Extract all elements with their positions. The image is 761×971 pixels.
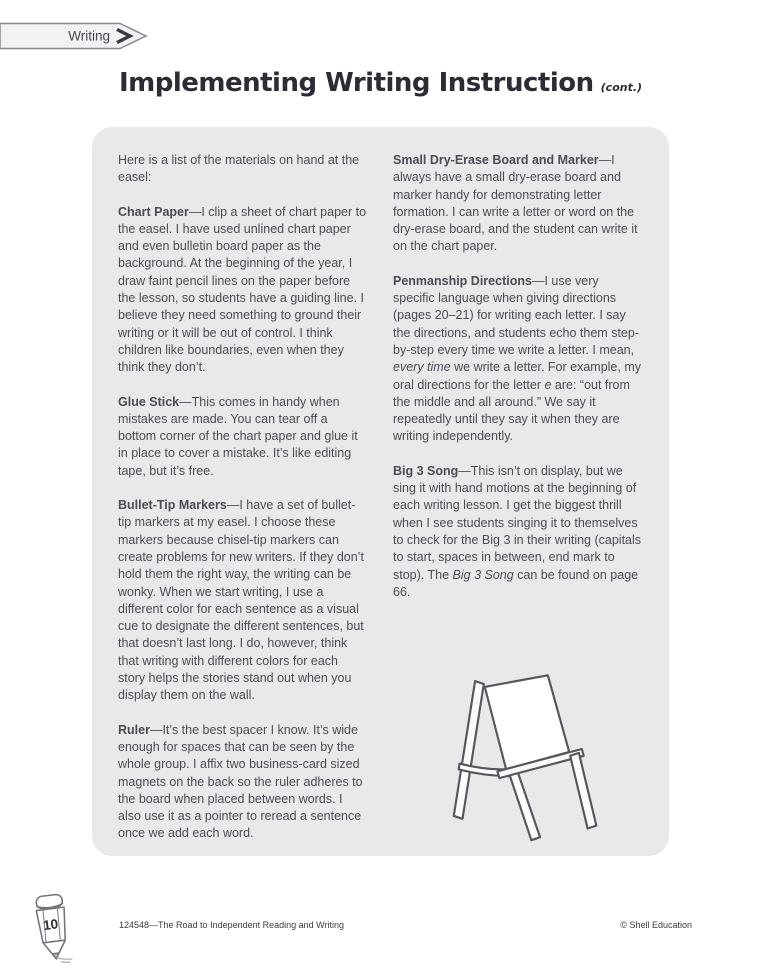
term-label: Glue Stick: [118, 394, 180, 409]
tab-label: Writing: [68, 28, 110, 44]
easel-illustration: [445, 652, 641, 846]
pencil-page-number-icon: [24, 891, 82, 965]
term-label: Penmanship Directions: [393, 273, 532, 288]
paragraph: [393, 463, 643, 601]
paragraph: [393, 273, 643, 446]
paragraph: [393, 152, 643, 256]
body-text: —It’s the best spacer I know. It’s wide enough for spaces that can be seen by the whole group. I affix two business-card sized magnets on the back so the ruler adheres to the board when placed between words. I also use it as a pointer to reread a sentence once we add each word.: [118, 722, 363, 841]
footer-publisher: © Shell Education: [620, 920, 692, 930]
term-label: Bullet-Tip Markers: [118, 498, 227, 513]
left-column: [118, 152, 368, 860]
body-text: —I have a set of bullet-tip markers at my easel. I choose these markers because chisel-tip markers can create problems for new writers. If they don’t hold them the right way, the writing can be wonky. When we start writing, I use a different color for each sentence as a visual cue to designate the different sentences, but that doesn’t last long. I do, however, think that writing with different colors for each story helps the stories stand out when you display them on the wall.: [118, 498, 364, 703]
body-text: —This comes in handy when mistakes are made. You can tear off a bottom corner of the chart paper and glue it in place to cover a mistake. It’s like editing tape, but it’s free.: [118, 394, 358, 478]
easel-rear-leg: [508, 769, 540, 840]
paragraph: [118, 394, 368, 480]
page-number: 10: [42, 916, 60, 934]
body-text: —I use very specific language when giving directions (pages 20–21) for writing each letter. I say the directions, and students echo them step-by-step every time we write a letter. I mean,: [393, 273, 639, 357]
body-text: Here is a list of the materials on hand at the easel:: [118, 153, 360, 185]
paragraph: [118, 152, 368, 187]
body-text: —I clip a sheet of chart paper to the easel. I have used unlined chart paper and even bulletin board paper as the background. At the beginning of the year, I draw faint pencil lines on the paper before the lesson, so students have a guiding line. I believe they need something to ground their writing or it will be out of control. I think children like boundaries, even when they think they don’t.: [118, 204, 367, 375]
term-label: Big 3 Song: [393, 463, 459, 478]
term-label: Ruler: [118, 722, 150, 737]
writing-tab: [0, 22, 148, 50]
title-main: Implementing Writing Instruction: [118, 68, 594, 98]
footer-book-id: 124548—The Road to Independent Reading and Writing: [119, 920, 344, 930]
italic-text: e: [544, 377, 552, 392]
italic-text: Big 3 Song: [452, 567, 514, 582]
term-label: Small Dry-Erase Board and Marker: [393, 153, 599, 167]
content-box: [92, 127, 669, 856]
easel-left-leg: [454, 681, 484, 819]
paragraph: [118, 722, 368, 843]
page-title: [0, 68, 761, 98]
body-text: are: “out from the middle and all around.” We say it repeatedly until they say it when they are writing independently.: [393, 377, 630, 444]
body-text: —This isn’t on display, but we sing it with hand motions at the beginning of each writing lesson. I get the biggest thrill when I see students singing it to themselves to check for the Big 3 in their writing (capitals to start, spaces in between, end mark to stop). The: [393, 463, 642, 582]
term-label: Chart Paper: [118, 204, 189, 219]
title-cont: (cont.): [600, 81, 643, 94]
paragraph: [118, 497, 368, 705]
pencil-shadow: [57, 958, 72, 962]
body-text: —I always have a small dry-erase board and marker handy for demonstrating letter formation. I can write a letter or word on the dry-erase board, and the student can write it on the chart paper.: [393, 153, 638, 254]
body-text: can be found on page 66.: [393, 567, 639, 599]
paragraph: [118, 204, 368, 377]
body-text: we write a letter. For example, my oral directions for the letter: [393, 360, 641, 392]
italic-text: every time: [393, 360, 451, 375]
easel-right-leg: [570, 753, 596, 829]
